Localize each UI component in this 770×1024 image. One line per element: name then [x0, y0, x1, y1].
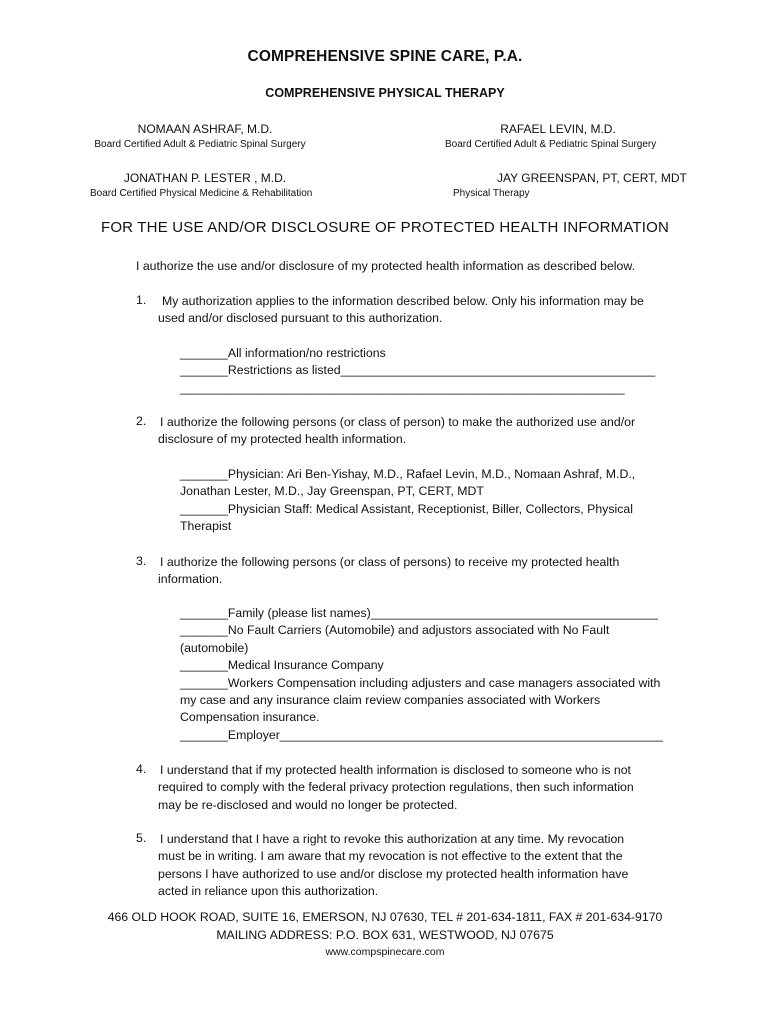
item-5-line-1: I understand that I have a right to revoke this authorization at any time. My revocation — [160, 832, 625, 846]
item-1-line-2: used and/or disclosed pursuant to this authorization. — [158, 311, 443, 326]
item-number-4: 4. — [136, 762, 147, 776]
option-workers-compensation[interactable]: _______Workers Compensation including adjusters and case managers associated with — [180, 675, 661, 690]
footer-mailing-address: MAILING ADDRESS: P.O. BOX 631, WESTWOOD, NJ 07675 — [216, 928, 554, 942]
item-1-options — [180, 345, 680, 397]
item-number-3: 3. — [136, 554, 147, 568]
option-workers-comp-continued-1: my case and any insurance claim review companies associated with Workers — [180, 693, 601, 708]
item-4-line-3: may be re-disclosed and would no longer be protected. — [158, 797, 458, 812]
option-physician-continued: Jonathan Lester, M.D., Jay Greenspan, PT, CERT, MDT — [180, 484, 484, 499]
item-2-line-2: disclosure of my protected health information. — [158, 432, 407, 447]
item-1-text — [158, 293, 688, 328]
item-3-options — [180, 605, 680, 744]
option-workers-comp-continued-2: Compensation insurance. — [180, 710, 320, 725]
item-1-line-1: My authorization applies to the information described below. Only his information may be — [162, 294, 644, 308]
option-physician[interactable]: _______Physician: Ari Ben-Yishay, M.D., Rafael Levin, M.D., Nomaan Ashraf, M.D., — [180, 467, 636, 481]
option-family[interactable]: _______Family (please list names)__________________________________________ — [180, 606, 658, 620]
intro-text: I authorize the use and/or disclosure of my protected health information as described below. — [136, 259, 635, 273]
footer-website-link[interactable]: www.compspinecare.com — [325, 946, 445, 958]
item-2-line-1: I authorize the following persons (or class of person) to make the authorized use and/or — [160, 415, 636, 429]
item-number-2: 2. — [136, 414, 147, 428]
item-4-line-1: I understand that if my protected health information is disclosed to someone who is not — [160, 763, 631, 777]
doctor-name-4: JAY GREENSPAN, PT, CERT, MDT — [497, 171, 687, 185]
form-title: FOR THE USE AND/OR DISCLOSURE OF PROTECTED HEALTH INFORMATION — [100, 219, 670, 236]
item-5-text — [158, 831, 688, 901]
restrictions-blank-line[interactable]: _________________________________________________________________ — [180, 380, 625, 395]
doctor-credential-3: Board Certified Physical Medicine & Rehabilitation — [90, 188, 313, 199]
item-3-line-1: I authorize the following persons (or class of persons) to receive my protected health — [160, 555, 620, 569]
option-physician-staff-continued: Therapist — [180, 519, 232, 534]
item-3-line-2: information. — [158, 572, 223, 587]
item-number-5: 5. — [136, 831, 147, 845]
item-2-options — [180, 466, 680, 536]
option-medical-insurance[interactable]: _______Medical Insurance Company — [180, 658, 384, 673]
doctor-credential-2: Board Certified Adult & Pediatric Spinal Surgery — [445, 139, 657, 150]
item-5-line-4: acted in reliance upon this authorization. — [158, 884, 379, 899]
sub-practice-name: COMPREHENSIVE PHYSICAL THERAPY — [265, 86, 505, 100]
item-2-text — [158, 414, 688, 449]
item-5-line-2: must be in writing. I am aware that my revocation is not effective to the extent that the — [158, 849, 623, 864]
doctor-name-2: RAFAEL LEVIN, M.D. — [500, 122, 616, 136]
doctor-credential-1: Board Certified Adult & Pediatric Spinal Surgery — [94, 139, 306, 150]
item-5-line-3: persons I have authorized to use and/or disclose my protected health information have — [158, 866, 629, 881]
item-4-line-2: required to comply with the federal privacy protection regulations, then such information — [158, 780, 634, 795]
item-4-text — [158, 762, 688, 814]
option-no-fault-continued: (automobile) — [180, 640, 249, 655]
option-all-information[interactable]: _______All information/no restrictions — [180, 346, 386, 360]
option-physician-staff[interactable]: _______Physician Staff: Medical Assistant, Receptionist, Biller, Collectors, Physical — [180, 501, 633, 516]
practice-name: COMPREHENSIVE SPINE CARE, P.A. — [247, 48, 523, 65]
footer-address: 466 OLD HOOK ROAD, SUITE 16, EMERSON, NJ 07630, TEL # 201-634-1811, FAX # 201-634-9170 — [107, 910, 663, 924]
doctor-name-3: JONATHAN P. LESTER , M.D. — [123, 171, 287, 185]
item-number-1: 1. — [136, 293, 147, 307]
option-employer[interactable]: _______Employer________________________________________________________ — [180, 727, 663, 742]
option-no-fault-carriers[interactable]: _______No Fault Carriers (Automobile) and adjustors associated with No Fault — [180, 623, 610, 638]
option-restrictions-listed[interactable]: _______Restrictions as listed______________________________________________ — [180, 363, 656, 378]
item-3-text — [158, 554, 688, 589]
doctor-credential-4: Physical Therapy — [453, 188, 530, 199]
doctor-name-1: NOMAAN ASHRAF, M.D. — [137, 122, 273, 136]
